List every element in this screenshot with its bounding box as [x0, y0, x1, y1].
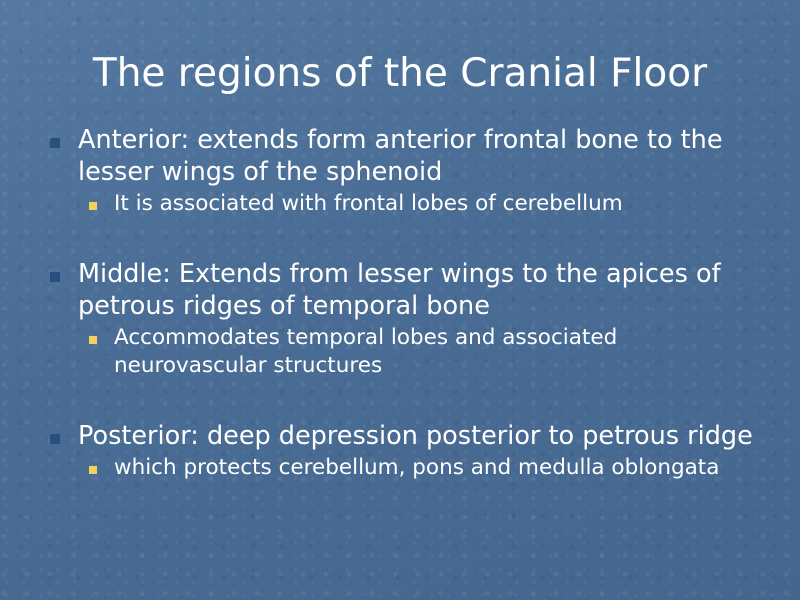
- sub-bullet-text: which protects cerebellum, pons and medulla oblongata: [114, 455, 720, 480]
- square-bullet-icon: [50, 434, 60, 444]
- square-bullet-icon: [50, 272, 60, 282]
- bullet-text: Anterior: extends form anterior frontal bone to the lesser wings of the sphenoid: [78, 125, 723, 187]
- square-bullet-icon: [89, 466, 97, 474]
- bullet-text: Middle: Extends from lesser wings to the apices of petrous ridges of temporal bone: [78, 259, 721, 321]
- slide-body: [44, 124, 764, 482]
- slide-title: The regions of the Cranial Floor: [92, 51, 708, 96]
- sub-bullet-item-anterior: [44, 190, 764, 218]
- bullet-item-middle: [44, 258, 764, 322]
- sub-bullet-item-middle: [44, 324, 764, 380]
- bullet-text: Posterior: deep depression posterior to petrous ridge: [78, 421, 753, 451]
- square-bullet-icon: [89, 202, 97, 210]
- sub-bullet-text: It is associated with frontal lobes of cerebellum: [114, 191, 623, 216]
- sub-bullet-text: Accommodates temporal lobes and associated neurovascular structures: [114, 325, 618, 378]
- sub-bullet-item-posterior: [44, 454, 764, 482]
- bullet-item-posterior: [44, 420, 764, 452]
- bullet-item-anterior: [44, 124, 764, 188]
- square-bullet-icon: [89, 336, 97, 344]
- square-bullet-icon: [50, 138, 60, 148]
